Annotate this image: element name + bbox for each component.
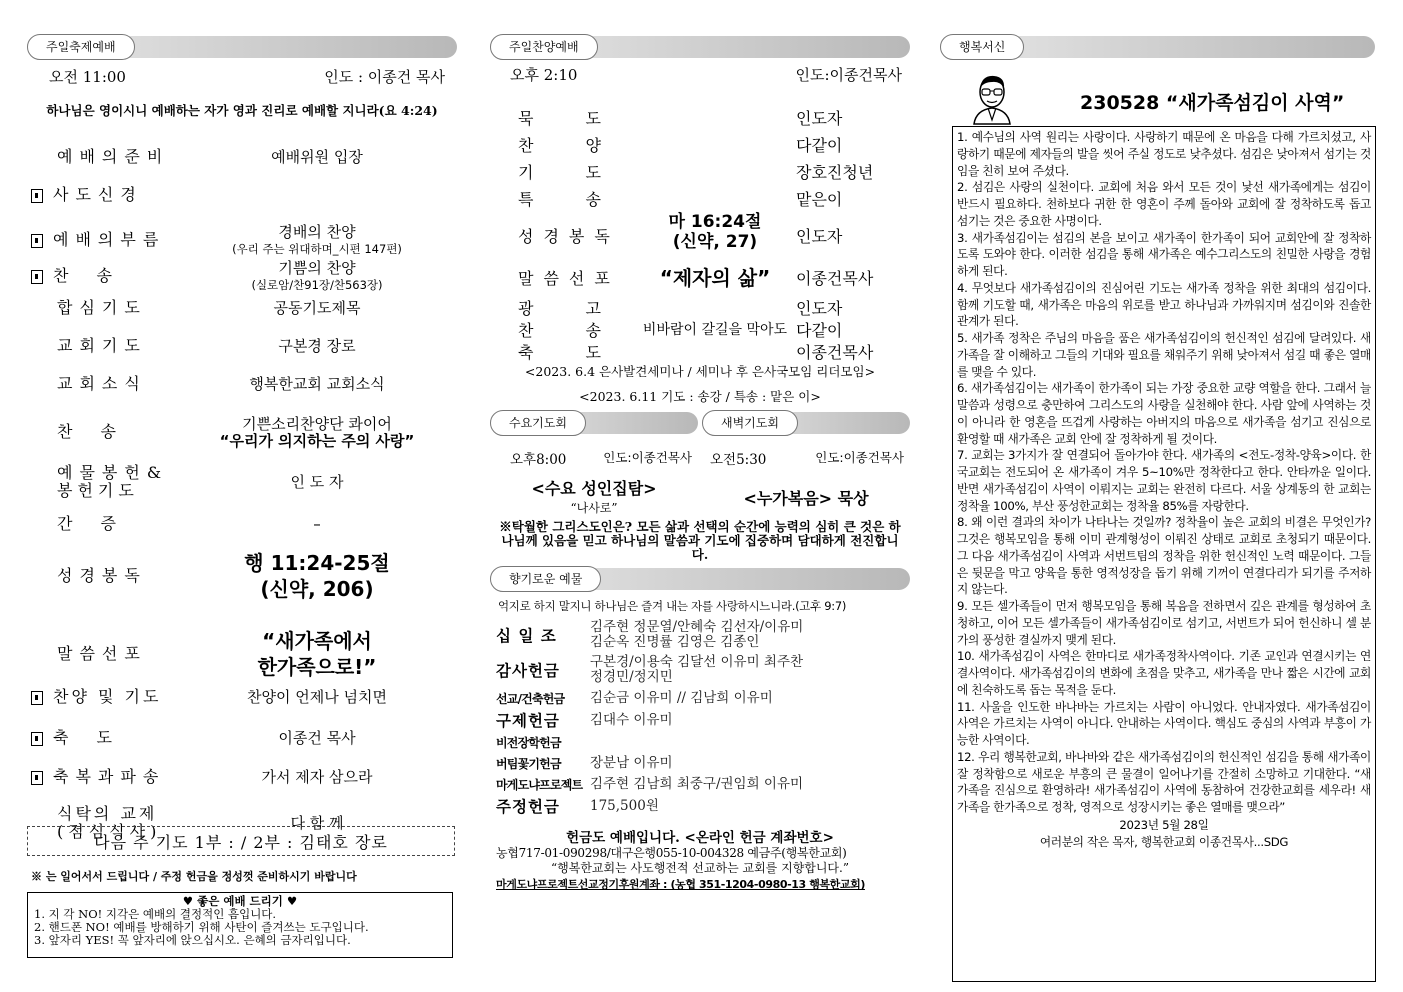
time-leader-row (490, 64, 910, 85)
order-label-text-2: (점심식사) (57, 822, 162, 841)
stand-up-icon (31, 189, 43, 203)
pastor-portrait-icon (964, 70, 1020, 126)
offering-label: 십 일 조 (496, 626, 557, 645)
order-label (27, 645, 177, 663)
order-row (27, 296, 457, 320)
verse: 하나님은 영이시니 예배하는 자가 영과 진리로 예배할 지니라(요 4:24) (46, 103, 438, 118)
afternoon-order-label: 묵도 (518, 108, 653, 128)
letter-paragraph: 2. 섬김은 사랑의 실천이다. 교회에 처음 와서 모든 것이 낯선 새가족에게는 섬김이 반드시 필요하다. 천하보다 귀한 한 영혼이 주께 돌아와 교회에 잘 정착하도록 돕고 섬기는 것은 중요한 사명이다. (957, 180, 1371, 228)
section-header-label: 주일축제예배 (27, 34, 135, 60)
order-label (27, 423, 177, 441)
offering-verse: 억지로 하지 말지니 하나님은 즐겨 내는 자를 사랑하시느니라.(고후 9:7) (498, 599, 847, 613)
order-row (27, 460, 457, 504)
afternoon-order-right: 이종건목사 (796, 342, 874, 362)
column-sunday-worship (27, 34, 457, 947)
letter-paragraph: 10. 새가족섬김이 사역은 한마디로 새가족정착사역이다. 기존 교인과 연결시키는 연결사역이다. 새가족섬김이의 변화에 초점을 맞추고, 새가족을 만나 짧은 시간에 교회에 친숙하도록 돕는 목적을 둔다. (957, 649, 1371, 697)
order-label-text: 예물봉헌& (57, 463, 169, 482)
offering-section (490, 566, 910, 817)
tip-item: 3. 앞자리 YES! 꼭 앞자리에 앉으십시오. 은혜의 금자리입니다. (34, 933, 351, 947)
order-content (177, 768, 457, 786)
section-header (940, 34, 1375, 60)
order-content (177, 729, 457, 747)
order-content (177, 375, 457, 393)
order-label (27, 186, 177, 204)
wed-sub: “나사로” (570, 501, 618, 515)
stand-up-icon (31, 234, 43, 248)
tip-item: 2. 핸드폰 NO! 예배를 방해하기 위해 사탄이 즐겨쓰는 도구입니다. (34, 920, 369, 934)
scripture-sub: (신약, 27) (672, 232, 758, 252)
letter-paragraph: 11. 사울을 인도한 바나바는 가르치는 사람이 아니었다. 안내자였다. 새가족섬김이 사역은 가르치는 사역이 아니다. 안내하는 사역이다. 핵심도 중심의 사역과 부흥이 가능한 사역이다. (957, 699, 1371, 747)
time-leader-row (27, 66, 457, 87)
order-content (177, 473, 457, 491)
order-label-text: 교회기도 (57, 336, 147, 355)
afternoon-order-row (490, 187, 910, 209)
offering-names (590, 777, 910, 792)
order-content-sub: “우리가 의지하는 주의 사랑” (219, 432, 415, 450)
order-content-main: 행 11:24-25절 (244, 551, 390, 575)
order-content-main: 기쁨의 찬양 (278, 259, 356, 277)
afternoon-order-label: 찬송 (518, 320, 653, 340)
offering-name-line: 김순금 이유미 // 김남희 이유미 (590, 689, 773, 706)
order-label-text: 찬양 및 기도 (53, 687, 162, 706)
order-content-main: 경배의 찬양 (278, 223, 356, 241)
offering-names (590, 713, 910, 728)
order-content (177, 299, 457, 317)
order-row (27, 512, 457, 536)
order-content-main: 구본경 장로 (278, 337, 356, 355)
order-label (27, 567, 177, 585)
order-label-text: 예배의부름 (53, 230, 166, 249)
notice-1: <2023. 6.4 은사발견세미나 / 세미나 후 은사국모임 리더모임> (524, 364, 876, 379)
order-content-main: 다 함 께 (290, 814, 344, 832)
offering-name-line: 정경민/정지민 (590, 669, 673, 685)
afternoon-order-label: 축도 (518, 342, 653, 362)
letter-body (952, 126, 1376, 982)
next-week-prayer: 다음 주 기도 1부 : / 2부 : 김태호 장로 (94, 832, 388, 852)
letter-paragraph: 7. 교회는 3가지가 잘 연결되어 돌아가야 한다. 새가족의 <전도-정착-양육>이다. 한국교회는 전도되어 온 새가족이 겨우 5~10%만 정착한다고 한다. 안타까운 일이다. 반면 새가족섬김이 사역이 이뤄지는 교회는 완전히 다르다. 서울 상계동의 한 교회는 정착율 100%, 부산 풍성한교회는 정착율 85%를 자랑한다. (957, 448, 1371, 513)
offering-label: 마게도냐프로젝트 (496, 777, 583, 792)
section-header (490, 566, 910, 592)
order-content-main: 이종건 목사 (278, 729, 356, 747)
order-row (27, 410, 457, 454)
order-label (27, 464, 177, 500)
offering-names (590, 756, 910, 771)
offering-row (490, 732, 910, 752)
afternoon-order-label: 찬양 (518, 135, 653, 155)
afternoon-order-row (490, 160, 910, 182)
order-label-text: 교회소식 (57, 374, 147, 393)
section-header-label: 주일찬양예배 (490, 34, 598, 60)
offering-label: 감사헌금 (496, 661, 560, 680)
order-content (177, 259, 457, 293)
dawn-leader: 인도:이종건목사 (815, 450, 904, 465)
order-label-text: 찬송 (53, 266, 140, 285)
section-header (27, 34, 457, 60)
afternoon-order-row (490, 106, 910, 128)
order-content-sub: 한가족으로!” (257, 655, 377, 679)
afternoon-order-label: 광고 (518, 298, 653, 318)
order-content-main: 예배위원 입장 (271, 148, 363, 166)
offering-name-line: 김순옥 진명률 김영은 김종인 (590, 634, 760, 650)
letter-title: 230528 “새가족섬김이 사역” (1080, 92, 1345, 114)
section-header-label: 새벽기도회 (702, 410, 798, 436)
wed-time-row (490, 436, 698, 468)
letter-paragraph: 9. 모든 셀가족들이 먼저 행복모임을 통해 복음을 전하면서 깊은 관계를 형성하여 초청하고, 이어 모든 셀가족들이 새가족섬김이로 섬기고, 서번트가 되어 헌신하니 셀 분가의 풍성한 결실까지 맺게 된다. (957, 599, 1371, 647)
order-content-sub: (우리 주는 위대하며_시편 147편) (232, 242, 402, 256)
offering-label: 구제헌금 (496, 711, 560, 730)
order-row (27, 624, 457, 684)
dawn-time: 오전5:30 (710, 452, 767, 468)
offering-row (490, 795, 910, 817)
section-header (702, 410, 910, 436)
hymn-title: 비바람이 갈길을 막아도 (642, 322, 788, 338)
mission-account: 마게도냐프로젝트선교정기후원계좌 : (농협 351-1204-0980-13 행복한교회) (496, 878, 865, 891)
order-content-main: 행복한교회 교회소식 (249, 375, 385, 393)
letter-signature: 여러분의 작은 목자, 행복한교회 이종건목사...SDG (1039, 834, 1289, 849)
order-label-text: 식탁의 교제 (57, 804, 158, 823)
offering-names (590, 799, 910, 814)
order-label-text: 축도 (53, 728, 140, 747)
order-content-main: 공동기도제목 (273, 299, 361, 317)
order-row (27, 258, 457, 294)
wed-time: 오후8:00 (510, 452, 567, 468)
offering-row (490, 688, 910, 708)
order-row (27, 334, 457, 358)
afternoon-order-right: 인도자 (796, 298, 843, 318)
letter-paragraph: 1. 예수님의 사역 원리는 사랑이다. 사랑하기 때문에 온 마음을 다해 가르치셨고, 사랑하기 때문에 제자들의 발을 씻어 주실 정도로 낮추셨다. 섬김은 낮아져서 섬기는 것임을 친히 보여 주셨다. (957, 130, 1371, 178)
dawn-time-row (702, 436, 910, 468)
wed-title: <수요 성인집탐> (531, 479, 657, 498)
scripture: 마 16:24절 (668, 212, 762, 232)
order-label-text: 사도신경 (53, 185, 143, 204)
order-content-sub: (신약, 206) (260, 577, 374, 601)
offering-names (590, 620, 910, 650)
afternoon-order-label: 기도 (518, 162, 653, 182)
afternoon-order-label: 특송 (518, 189, 653, 209)
section-header-label: 행복서신 (940, 34, 1024, 60)
section-header (490, 34, 910, 60)
order-label-text: 말씀선포 (57, 644, 147, 663)
letter-paragraph: 12. 우리 행복한교회, 바나바와 같은 새가족섬김이의 헌신적인 섬김을 통해 새가족이 잘 정착함으로 새로운 부흥의 큰 물결이 일어나기를 간절히 소망하고 기대한다. “새가족을 진심으로 환영하라! 새가족섬김이 사역에 동참하여 건강한교회를 세우라! 새가족을 한가족으로 정착, 영적으로 성장시키는 좋은 열매를 맺으라” (957, 749, 1371, 814)
order-content-main: 가서 제자 삼으라 (261, 768, 373, 786)
offering-name-line: 김대수 이유미 (590, 711, 673, 728)
dawn-service (702, 410, 910, 509)
warning-text: ※탁월한 그리스도인은? 모든 삶과 선택의 순간에 능력의 심히 큰 것은 하나님께 있음을 믿고 하나님의 말씀과 기도에 집중하며 담대하게 전진합니다. (499, 519, 901, 562)
order-content-main: 인 도 자 (290, 473, 344, 491)
offering-name-line: 장분남 이유미 (590, 754, 673, 771)
offering-name-line: 구본경/이용숙 김달선 이유미 최주찬 (590, 654, 804, 670)
dawn-title: <누가복음> 묵상 (743, 489, 869, 508)
letter-paragraph: 4. 무엇보다 새가족섬김이의 진심어린 기도는 새가족 정착을 위한 최대의 섬김이다. 함께 기도할 때, 새가족은 마음의 위로를 받고 하나님과 가까워지며 섬김이와 진솔한 관계가 된다. (957, 280, 1371, 329)
afternoon-order-right: 인도자 (796, 108, 843, 128)
afternoon-order-row (490, 133, 910, 155)
order-row (27, 551, 457, 601)
wed-leader: 인도:이종건목사 (603, 450, 692, 465)
order-label-text-2: 봉헌기도 (57, 481, 139, 500)
offering-row (490, 774, 910, 794)
offering-row (490, 653, 910, 687)
afternoon-order-row (490, 340, 910, 362)
offering-row (490, 753, 910, 773)
letter-paragraph: 5. 새가족 정착은 주님의 마음을 품은 새가족섬김이의 헌신적인 섬김에 달려있다. 새가족을 잘 이해하고 그들의 기대와 필요를 채워주기 위해 낮아져서 섬길 때 좋은 열매를 맺을 수 있다. (957, 331, 1371, 379)
order-content-main: 찬양이 언제나 넘치면 (247, 688, 387, 706)
offering-row (490, 709, 910, 731)
order-label (27, 148, 177, 166)
order-label (27, 299, 177, 317)
order-content-sub: (실로암/찬91장/찬563장) (251, 278, 383, 292)
letter-paragraphs (957, 129, 1371, 816)
order-content (177, 515, 457, 533)
afternoon-order-label: 말씀선포 (518, 268, 620, 288)
letter-paragraph: 8. 왜 이런 결과의 차이가 나타나는 것일까? 정착율이 높은 교회의 비결은 무엇인가? 그것은 행복모임을 통해 이미 관계형성이 이뤄진 상태로 교회로 초청되기 때문이다. 그 다음 새가족섬김이 사역과 서번트팀의 정착을 위한 헌신적인 노력 때문이다. 그들은 뒷문을 막고 양육을 통한 영적성장을 돕기 위해 기꺼이 연결다리가 되기를 주저하지 않는다. (957, 515, 1371, 597)
column-afternoon-worship (490, 34, 910, 891)
offering-names (590, 691, 910, 706)
order-content-main: – (313, 515, 321, 533)
order-label-text: 축복과파송 (53, 767, 166, 786)
afternoon-order-right: 다같이 (796, 135, 843, 155)
order-row (27, 183, 457, 207)
order-label (27, 231, 177, 249)
order-content (177, 337, 457, 355)
order-label (27, 688, 177, 706)
order-content-main: “새가족에서 (262, 629, 372, 653)
afternoon-order-right: 장호진청년 (796, 162, 874, 182)
order-content (177, 148, 457, 166)
order-row (27, 220, 457, 260)
order-content (177, 550, 457, 602)
order-content-main: 기쁜소리찬양단 콰이어 (242, 415, 392, 433)
sermon-title: “제자의 삶” (659, 266, 771, 290)
verse-line (27, 101, 457, 119)
tips-title: ♥ 좋은 예배 드리기 ♥ (182, 894, 298, 908)
wednesday-service (490, 410, 698, 516)
stand-up-icon (31, 732, 43, 746)
standing-note-text: ※ 는 일어서서 드립니다 / 주정 헌금을 정성껏 준비하시기 바랍니다 (31, 870, 357, 883)
section-header-label: 수요기도회 (490, 410, 586, 436)
worship-tips-box (27, 892, 453, 958)
order-label-text: 예배의준비 (57, 147, 170, 166)
stand-up-icon (31, 270, 43, 284)
order-label-text: 합심기도 (57, 298, 147, 317)
offering-name-line: 175,500원 (590, 797, 659, 814)
offering-name-line: 김주현 김남희 최중구/권임희 이유미 (590, 775, 804, 792)
order-label (27, 267, 177, 285)
section-header (490, 410, 698, 436)
tip-item: 1. 지 각 NO! 지각은 예배의 결정적인 흠입니다. (34, 907, 277, 921)
letter-paragraph: 3. 새가족섬김이는 섬김의 본을 보이고 새가족이 한가족이 되어 교회안에 잘 정착하도록 도와야 한다. 이러한 섬김을 통해 새가족은 예수그리스도의 친밀한 사랑을 경험하게 된다. (957, 230, 1371, 278)
order-label (27, 729, 177, 747)
offering-label: 비전장학헌금 (496, 735, 561, 750)
offering-label: 버팀꽃기헌금 (496, 756, 561, 771)
stand-up-icon (31, 691, 43, 705)
account-title: 헌금도 예배입니다. <온라인 헌금 계좌번호> (566, 830, 834, 846)
afternoon-order-label: 성경봉독 (518, 226, 620, 246)
scripture-block (620, 212, 810, 252)
letter-paragraph: 6. 새가족섬김이는 새가족이 한가족이 되는 가장 중요한 교량 역할을 한다. 그래서 늘 말씀과 성령으로 충만하여 그리스도의 사랑을 실천해야 한다. 사람 앞에 사역하는 것이 아니라 한 영혼을 뜨겁게 사랑하는 아버지의 마음으로 새가족을 섬기고 진심으로 환영할 때 새가족은 교회 안에 잘 정착하게 될 것이다. (957, 381, 1371, 446)
next-week-prayer-box (27, 826, 455, 856)
order-content (177, 223, 457, 257)
afternoon-order-right: 맡은이 (796, 189, 843, 209)
afternoon-order-right: 다같이 (796, 320, 843, 340)
offering-label: 주정헌금 (496, 797, 560, 816)
section-header-label: 향기로운 예물 (490, 566, 601, 592)
offering-label: 선교/건축헌금 (496, 691, 565, 706)
column-pastor-letter (940, 34, 1375, 849)
order-label (27, 515, 177, 533)
afternoon-order-right: 이종건목사 (796, 268, 874, 288)
order-row (27, 726, 457, 750)
order-content (177, 415, 457, 449)
order-label (27, 768, 177, 786)
account-quote: “행복한교회는 사도행전적 선교하는 교회를 지향합니다.” (551, 861, 849, 875)
service-leader: 인도:이종건목사 (795, 66, 902, 84)
order-label-text: 찬송 (57, 422, 144, 441)
letter-date: 2023년 5월 28일 (1119, 817, 1209, 832)
order-label-text: 성경봉독 (57, 566, 147, 585)
afternoon-order-right: 인도자 (796, 226, 843, 246)
offering-names (590, 655, 910, 685)
order-row (27, 765, 457, 789)
service-time: 오전 11:00 (49, 68, 126, 86)
order-row (27, 685, 457, 709)
order-label (27, 375, 177, 393)
account-line: 농협717-01-090298/대구은행055-10-004328 예금주(행복한교회) (496, 846, 847, 860)
order-content (177, 688, 457, 706)
standing-note (31, 868, 357, 884)
offering-name-line: 김주현 정문열/안혜숙 김선자/이유미 (590, 619, 804, 635)
order-row (27, 145, 457, 169)
order-label (27, 337, 177, 355)
offering-list (490, 618, 910, 817)
stand-up-icon (31, 771, 43, 785)
notice-2: <2023. 6.11 기도 : 송강 / 특송 : 맡은 이> (579, 389, 821, 404)
afternoon-order-row (490, 296, 910, 318)
order-row (27, 372, 457, 396)
order-content (177, 628, 457, 680)
service-leader: 인도 : 이종건 목사 (324, 68, 445, 86)
order-label-text: 간증 (57, 514, 144, 533)
offering-row (490, 618, 910, 652)
service-time: 오후 2:10 (510, 66, 578, 84)
